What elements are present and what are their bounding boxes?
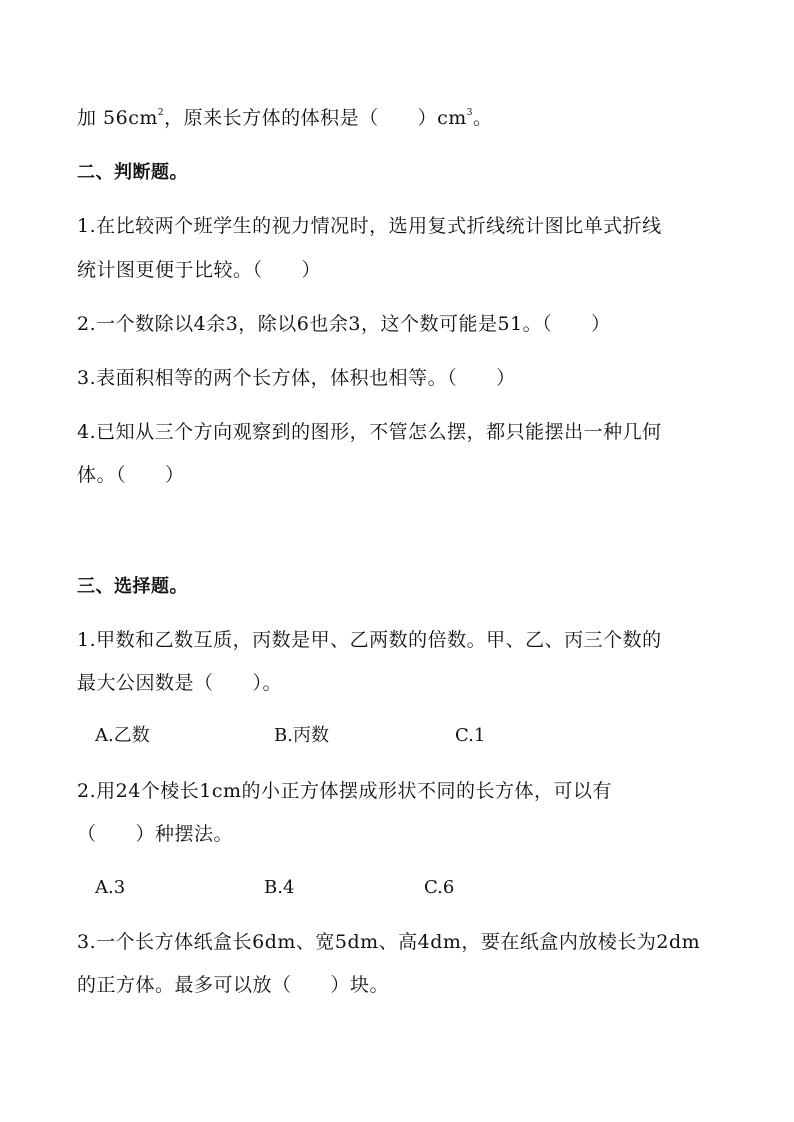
section-heading-judgment: 二、判断题。 (77, 162, 188, 183)
intro-line (77, 106, 493, 130)
choice-q2-option-c: C.6 (424, 877, 455, 898)
choice-q3-line2: 的正方体。最多可以放（ ）块。 (77, 974, 390, 996)
intro-text-2: ，原来长方体的体积是（ ）cm (164, 107, 467, 129)
judgment-q4-line2: 体。（ ） (77, 464, 185, 486)
judgment-q4-line1: 4.已知从三个方向观察到的图形，不管怎么摆，都只能摆出一种几何 (77, 421, 662, 443)
choice-q1-option-c: C.1 (455, 725, 486, 746)
choice-q2-line2: （ ）种摆法。 (77, 823, 234, 845)
choice-q2-option-b: B.4 (264, 877, 295, 898)
judgment-q1-line1: 1.在比较两个班学生的视力情况时，选用复式折线统计图比单式折线 (77, 215, 662, 237)
choice-q2-option-a: A.3 (95, 877, 126, 898)
superscript-2: 2 (157, 108, 165, 118)
choice-q1-line2: 最大公因数是（ ）。 (77, 672, 283, 694)
judgment-q1-line2: 统计图更便于比较。（ ） (77, 259, 322, 281)
judgment-q3: 3.表面积相等的两个长方体，体积也相等。（ ） (77, 367, 516, 389)
choice-q1-line1: 1.甲数和乙数互质，丙数是甲、乙两数的倍数。甲、乙、丙三个数的 (77, 629, 662, 651)
choice-q3-line1: 3.一个长方体纸盒长6dm、宽5dm、高4dm，要在纸盒内放棱长为2dm (77, 931, 701, 953)
section-heading-choice: 三、选择题。 (77, 576, 188, 597)
choice-q1-option-a: A.乙数 (95, 725, 150, 746)
intro-text-1: 加 56cm (77, 107, 158, 129)
judgment-q2: 2.一个数除以4余3，除以6也余3，这个数可能是51。（ ） (77, 313, 611, 335)
superscript-3: 3 (466, 108, 474, 118)
intro-text-3: 。 (473, 107, 493, 129)
choice-q2-line1: 2.用24个棱长1cm的小正方体摆成形状不同的长方体，可以有 (77, 780, 613, 802)
choice-q1-option-b: B.丙数 (274, 725, 329, 746)
